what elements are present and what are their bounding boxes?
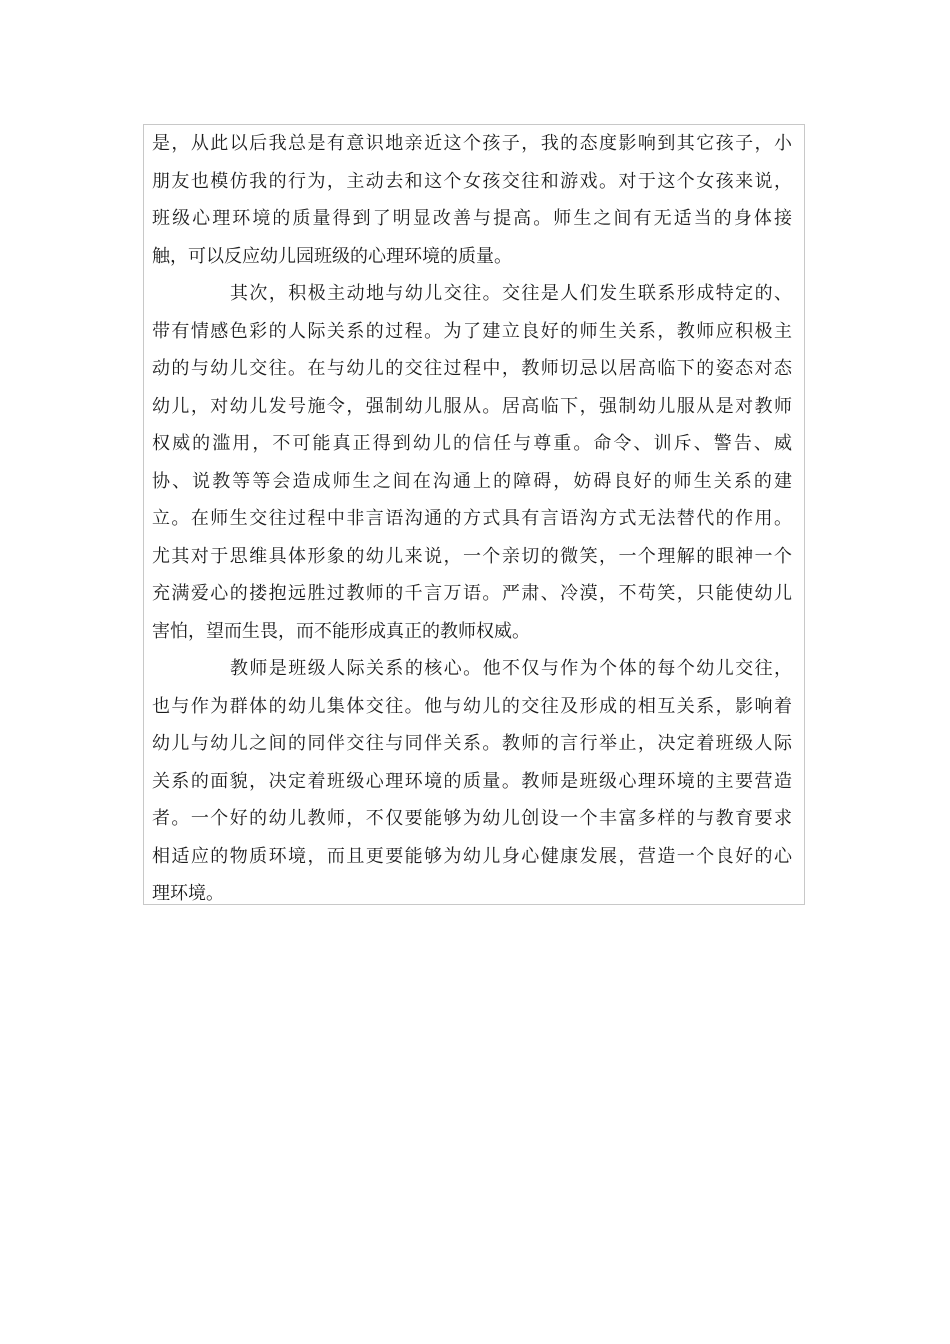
text-line: 幼儿与幼儿之间的同伴交往与同伴关系。教师的言行举止，决定着班级人际 <box>152 733 792 754</box>
text-line: 立。在师生交往过程中非言语沟通的方式具有言语沟方式无法替代的作用。 <box>152 508 792 529</box>
text-line: 朋友也模仿我的行为，主动去和这个女孩交往和游戏。对于这个女孩来说， <box>152 170 792 192</box>
text-line: 触，可以反应幼儿园班级的心理环境的质量。 <box>152 245 512 267</box>
text-line: 理环境。 <box>152 883 224 904</box>
text-line: 动的与幼儿交往。在与幼儿的交往过程中，教师切忌以居高临下的姿态对态 <box>152 358 792 379</box>
text-line: 害怕，望而生畏，而不能形成真正的教师权威。 <box>152 620 530 642</box>
text-line: 充满爱心的搂抱远胜过教师的千言万语。严肃、冷漠，不苟笑，只能使幼儿 <box>152 583 792 604</box>
text-line: 班级心理环境的质量得到了明显改善与提高。师生之间有无适当的身体接 <box>152 208 792 229</box>
paragraph-3 <box>152 650 792 913</box>
document-body <box>152 125 792 913</box>
text-line: 也与作为群体的幼儿集体交往。他与幼儿的交往及形成的相互关系，影响着 <box>152 695 792 717</box>
text-line: 权威的滥用，不可能真正得到幼儿的信任与尊重。命令、训斥、警告、威 <box>152 433 792 454</box>
text-line: 相适应的物质环境，而且更要能够为幼儿身心健康发展，营造一个良好的心 <box>152 845 792 867</box>
text-frame <box>143 124 805 905</box>
paragraph-1 <box>152 125 792 275</box>
text-line: 协、说教等等会造成师生之间在沟通上的障碍，妨碍良好的师生关系的建 <box>152 470 792 492</box>
paragraph-2 <box>152 275 792 650</box>
text-line: 尤其对于思维具体形象的幼儿来说，一个亲切的微笑，一个理解的眼神一个 <box>152 545 792 567</box>
text-line: 关系的面貌，决定着班级心理环境的质量。教师是班级心理环境的主要营造 <box>152 770 792 792</box>
text-line: 是，从此以后我总是有意识地亲近这个孩子，我的态度影响到其它孩子，小 <box>152 133 792 154</box>
text-line: 教师是班级人际关系的核心。他不仅与作为个体的每个幼儿交往， <box>230 658 792 679</box>
text-line: 者。一个好的幼儿教师，不仅要能够为幼儿创设一个丰富多样的与教育要求 <box>152 808 792 829</box>
text-line: 带有情感色彩的人际关系的过程。为了建立良好的师生关系，教师应积极主 <box>152 320 792 342</box>
text-line: 幼儿，对幼儿发号施令，强制幼儿服从。居高临下，强制幼儿服从是对教师 <box>152 395 792 417</box>
text-line: 其次，积极主动地与幼儿交往。交往是人们发生联系形成特定的、 <box>230 283 792 304</box>
